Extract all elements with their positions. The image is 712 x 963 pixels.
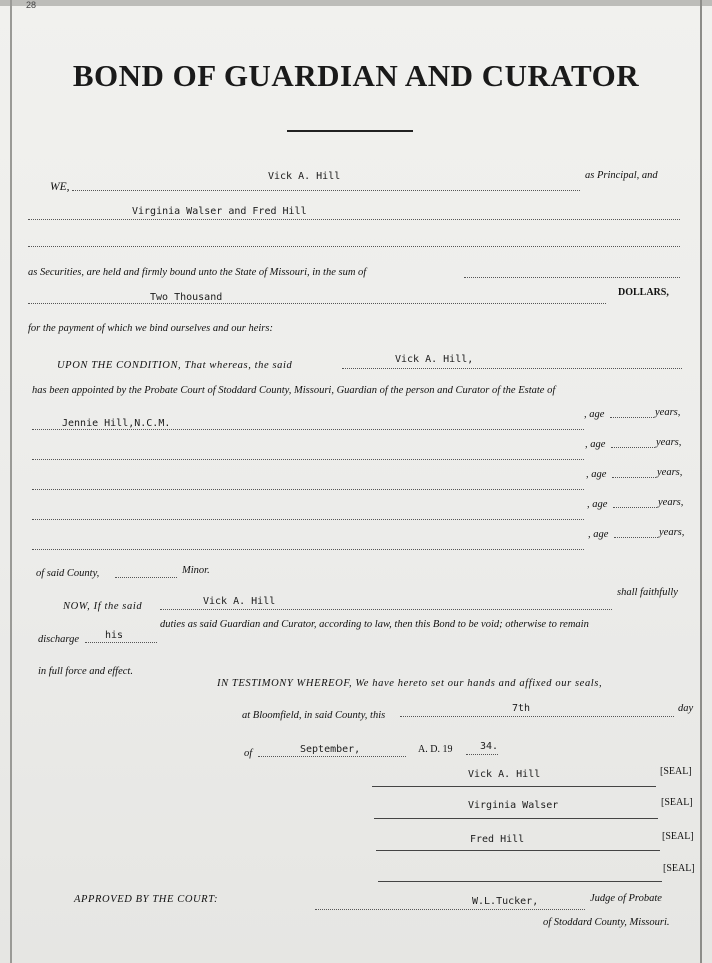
sum-line-2 bbox=[28, 303, 606, 304]
testimony-clause: IN TESTIMONY WHEREOF, We have hereto set our hands and affixed our seals, bbox=[217, 678, 603, 689]
years-label-5: years, bbox=[659, 527, 685, 538]
document-title: BOND OF GUARDIAN AND CURATOR bbox=[72, 58, 640, 93]
condition-label: UPON THE CONDITION, That whereas, the said bbox=[57, 360, 293, 371]
discharge-line bbox=[85, 642, 157, 643]
at-bloomfield: at Bloomfield, in said County, this bbox=[242, 710, 386, 721]
discharge-label: discharge bbox=[38, 634, 80, 645]
minor-line-3 bbox=[32, 489, 584, 490]
securities-line-1 bbox=[28, 219, 680, 220]
judge-title: Judge of Probate bbox=[590, 893, 662, 904]
signature-name-1: Vick A. Hill bbox=[468, 769, 541, 780]
as-principal-label: as Principal, and bbox=[585, 170, 658, 181]
of-label: of bbox=[244, 748, 253, 759]
sum-amount: Two Thousand bbox=[150, 292, 223, 303]
sum-line-1 bbox=[464, 277, 680, 278]
age-line-3 bbox=[612, 477, 656, 478]
principal-name: Vick A. Hill bbox=[268, 171, 341, 182]
age-line-1 bbox=[610, 417, 654, 418]
approved-label: APPROVED BY THE COURT: bbox=[74, 894, 219, 905]
seal-label-4: [SEAL] bbox=[663, 863, 695, 874]
seal-label-2: [SEAL] bbox=[661, 797, 693, 808]
years-label-3: years, bbox=[657, 467, 683, 478]
age-line-4 bbox=[613, 507, 657, 508]
years-label-2: years, bbox=[656, 437, 682, 448]
minor-line-2 bbox=[32, 459, 584, 460]
discharge-pronoun: his bbox=[105, 630, 124, 641]
title-underline bbox=[287, 130, 413, 132]
years-label-4: years, bbox=[658, 497, 684, 508]
principal-line bbox=[72, 190, 580, 191]
page-top-edge bbox=[0, 0, 712, 6]
minor-label: Minor. bbox=[182, 565, 210, 576]
signature-name-3: Fred Hill bbox=[470, 834, 525, 845]
age-label-2: , age bbox=[585, 439, 606, 450]
minor-line-4 bbox=[32, 519, 584, 520]
seal-label-3: [SEAL] bbox=[662, 831, 694, 842]
signature-name-2: Virginia Walser bbox=[468, 800, 559, 811]
securities-names: Virginia Walser and Fred Hill bbox=[132, 206, 307, 217]
judge-line bbox=[315, 909, 585, 910]
day-label: day bbox=[678, 703, 694, 714]
duties-clause: duties as said Guardian and Curator, according to law, then this Bond to be void; otherwise to remain bbox=[160, 619, 589, 630]
signature-line-3 bbox=[376, 850, 660, 851]
signature-line-1 bbox=[372, 786, 656, 787]
condition-line bbox=[342, 368, 682, 369]
age-label-1: , age bbox=[584, 409, 605, 420]
securities-clause: as Securities, are held and firmly bound unto the State of Missouri, in the sum of bbox=[28, 267, 367, 278]
payment-clause: for the payment of which we bind ourselves and our heirs: bbox=[28, 323, 273, 334]
month-line bbox=[258, 756, 406, 757]
minor-line-5 bbox=[32, 549, 584, 550]
day-value: 7th bbox=[512, 703, 531, 714]
appointment-clause: has been appointed by the Probate Court of Stoddard County, Missouri, Guardian of the person and Curator of the Estate of bbox=[32, 385, 556, 396]
we-label: WE, bbox=[50, 181, 70, 193]
age-label-5: , age bbox=[588, 529, 609, 540]
month-value: September, bbox=[300, 744, 361, 755]
condition-name: Vick A. Hill, bbox=[395, 354, 474, 365]
securities-line-2 bbox=[28, 246, 680, 247]
seal-label-1: [SEAL] bbox=[660, 766, 692, 777]
ad-label: A. D. 19 bbox=[418, 744, 453, 755]
age-label-3: , age bbox=[586, 469, 607, 480]
page-number: 28 bbox=[26, 0, 37, 10]
page-right-border bbox=[700, 0, 702, 963]
shall-faithfully: shall faithfully bbox=[617, 587, 678, 598]
dollars-label: DOLLARS, bbox=[618, 287, 669, 298]
county-line bbox=[115, 577, 177, 578]
full-force-label: in full force and effect. bbox=[38, 666, 133, 677]
page-left-border bbox=[10, 0, 12, 963]
age-line-2 bbox=[611, 447, 655, 448]
judge-name: W.L.Tucker, bbox=[472, 896, 539, 907]
year-value: 34. bbox=[480, 741, 499, 752]
minor-line-1 bbox=[32, 429, 584, 430]
years-label-1: years, bbox=[655, 407, 681, 418]
now-name: Vick A. Hill bbox=[203, 596, 276, 607]
age-label-4: , age bbox=[587, 499, 608, 510]
minor-name: Jennie Hill,N.C.M. bbox=[62, 418, 171, 429]
day-line bbox=[400, 716, 674, 717]
signature-line-4 bbox=[378, 881, 662, 882]
year-line bbox=[466, 754, 498, 755]
now-label: NOW, If the said bbox=[63, 601, 143, 612]
of-said-county: of said County, bbox=[36, 568, 100, 579]
now-line bbox=[160, 609, 612, 610]
judge-county: of Stoddard County, Missouri. bbox=[543, 917, 670, 928]
signature-line-2 bbox=[374, 818, 658, 819]
age-line-5 bbox=[614, 537, 658, 538]
